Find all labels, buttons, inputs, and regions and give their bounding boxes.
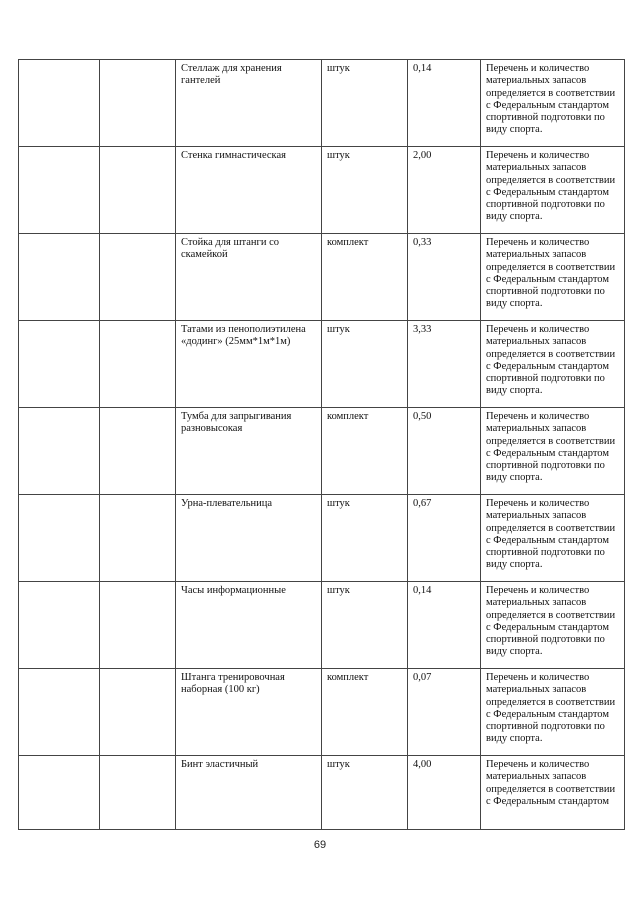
table-row: [19, 234, 625, 321]
quantity-cell: 0,50: [408, 408, 481, 495]
blank-cell: [100, 321, 176, 408]
note-cell: Перечень и количество материальных запасов определяется в соответствии с Федеральным стандартом спортивной подготовки по виду спорта.: [481, 234, 625, 321]
quantity-cell: 4,00: [408, 756, 481, 830]
blank-cell: [19, 408, 100, 495]
materials-table-body: [19, 60, 625, 830]
note-cell: Перечень и количество материальных запасов определяется в соответствии с Федеральным стандартом спортивной подготовки по виду спорта.: [481, 408, 625, 495]
blank-cell: [100, 756, 176, 830]
unit-cell: комплект: [322, 669, 408, 756]
item-name-cell: Часы информационные: [176, 582, 322, 669]
note-cell: Перечень и количество материальных запасов определяется в соответствии с Федеральным стандартом спортивной подготовки по виду спорта.: [481, 321, 625, 408]
item-name-cell: Бинт эластичный: [176, 756, 322, 830]
blank-cell: [100, 582, 176, 669]
item-name-cell: Штанга тренировочная наборная (100 кг): [176, 669, 322, 756]
quantity-cell: 0,33: [408, 234, 481, 321]
item-name-cell: Урна-плевательница: [176, 495, 322, 582]
blank-cell: [100, 669, 176, 756]
note-cell: Перечень и количество материальных запасов определяется в соответствии с Федеральным стандартом спортивной подготовки по виду спорта.: [481, 582, 625, 669]
blank-cell: [100, 408, 176, 495]
blank-cell: [19, 582, 100, 669]
table-row: [19, 756, 625, 830]
page-number: 69: [313, 839, 327, 851]
blank-cell: [19, 669, 100, 756]
blank-cell: [19, 495, 100, 582]
unit-cell: штук: [322, 582, 408, 669]
table-row: [19, 582, 625, 669]
blank-cell: [100, 234, 176, 321]
materials-table: [18, 59, 625, 830]
item-name-cell: Стенка гимнастическая: [176, 147, 322, 234]
quantity-cell: 2,00: [408, 147, 481, 234]
unit-cell: штук: [322, 60, 408, 147]
blank-cell: [100, 60, 176, 147]
table-row: [19, 147, 625, 234]
table-row: [19, 669, 625, 756]
unit-cell: комплект: [322, 408, 408, 495]
blank-cell: [19, 756, 100, 830]
unit-cell: штук: [322, 321, 408, 408]
item-name-cell: Тумба для запрыгивания разновысокая: [176, 408, 322, 495]
blank-cell: [100, 147, 176, 234]
quantity-cell: 0,07: [408, 669, 481, 756]
blank-cell: [100, 495, 176, 582]
table-row: [19, 495, 625, 582]
table-row: [19, 321, 625, 408]
blank-cell: [19, 321, 100, 408]
quantity-cell: 0,14: [408, 60, 481, 147]
note-cell: Перечень и количество материальных запасов определяется в соответствии с Федеральным стандартом спортивной подготовки по виду спорта.: [481, 147, 625, 234]
quantity-cell: 0,14: [408, 582, 481, 669]
item-name-cell: Стойка для штанги со скамейкой: [176, 234, 322, 321]
unit-cell: штук: [322, 495, 408, 582]
quantity-cell: 3,33: [408, 321, 481, 408]
item-name-cell: Стеллаж для хранения гантелей: [176, 60, 322, 147]
unit-cell: штук: [322, 756, 408, 830]
blank-cell: [19, 60, 100, 147]
table-row: [19, 408, 625, 495]
note-cell: Перечень и количество материальных запасов определяется в соответствии с Федеральным стандартом спортивной подготовки по виду спорта.: [481, 495, 625, 582]
note-cell: Перечень и количество материальных запасов определяется в соответствии с Федеральным стандартом спортивной подготовки по виду спорта.: [481, 669, 625, 756]
unit-cell: комплект: [322, 234, 408, 321]
item-name-cell: Татами из пенополиэтилена «додинг» (25мм*1м*1м): [176, 321, 322, 408]
unit-cell: штук: [322, 147, 408, 234]
note-cell: Перечень и количество материальных запасов определяется в соответствии с Федеральным стандартом спортивной подготовки по виду спорта.: [481, 60, 625, 147]
note-cell: Перечень и количество материальных запасов определяется в соответствии с Федеральным стандартом: [481, 756, 625, 830]
blank-cell: [19, 147, 100, 234]
blank-cell: [19, 234, 100, 321]
table-row: [19, 60, 625, 147]
quantity-cell: 0,67: [408, 495, 481, 582]
